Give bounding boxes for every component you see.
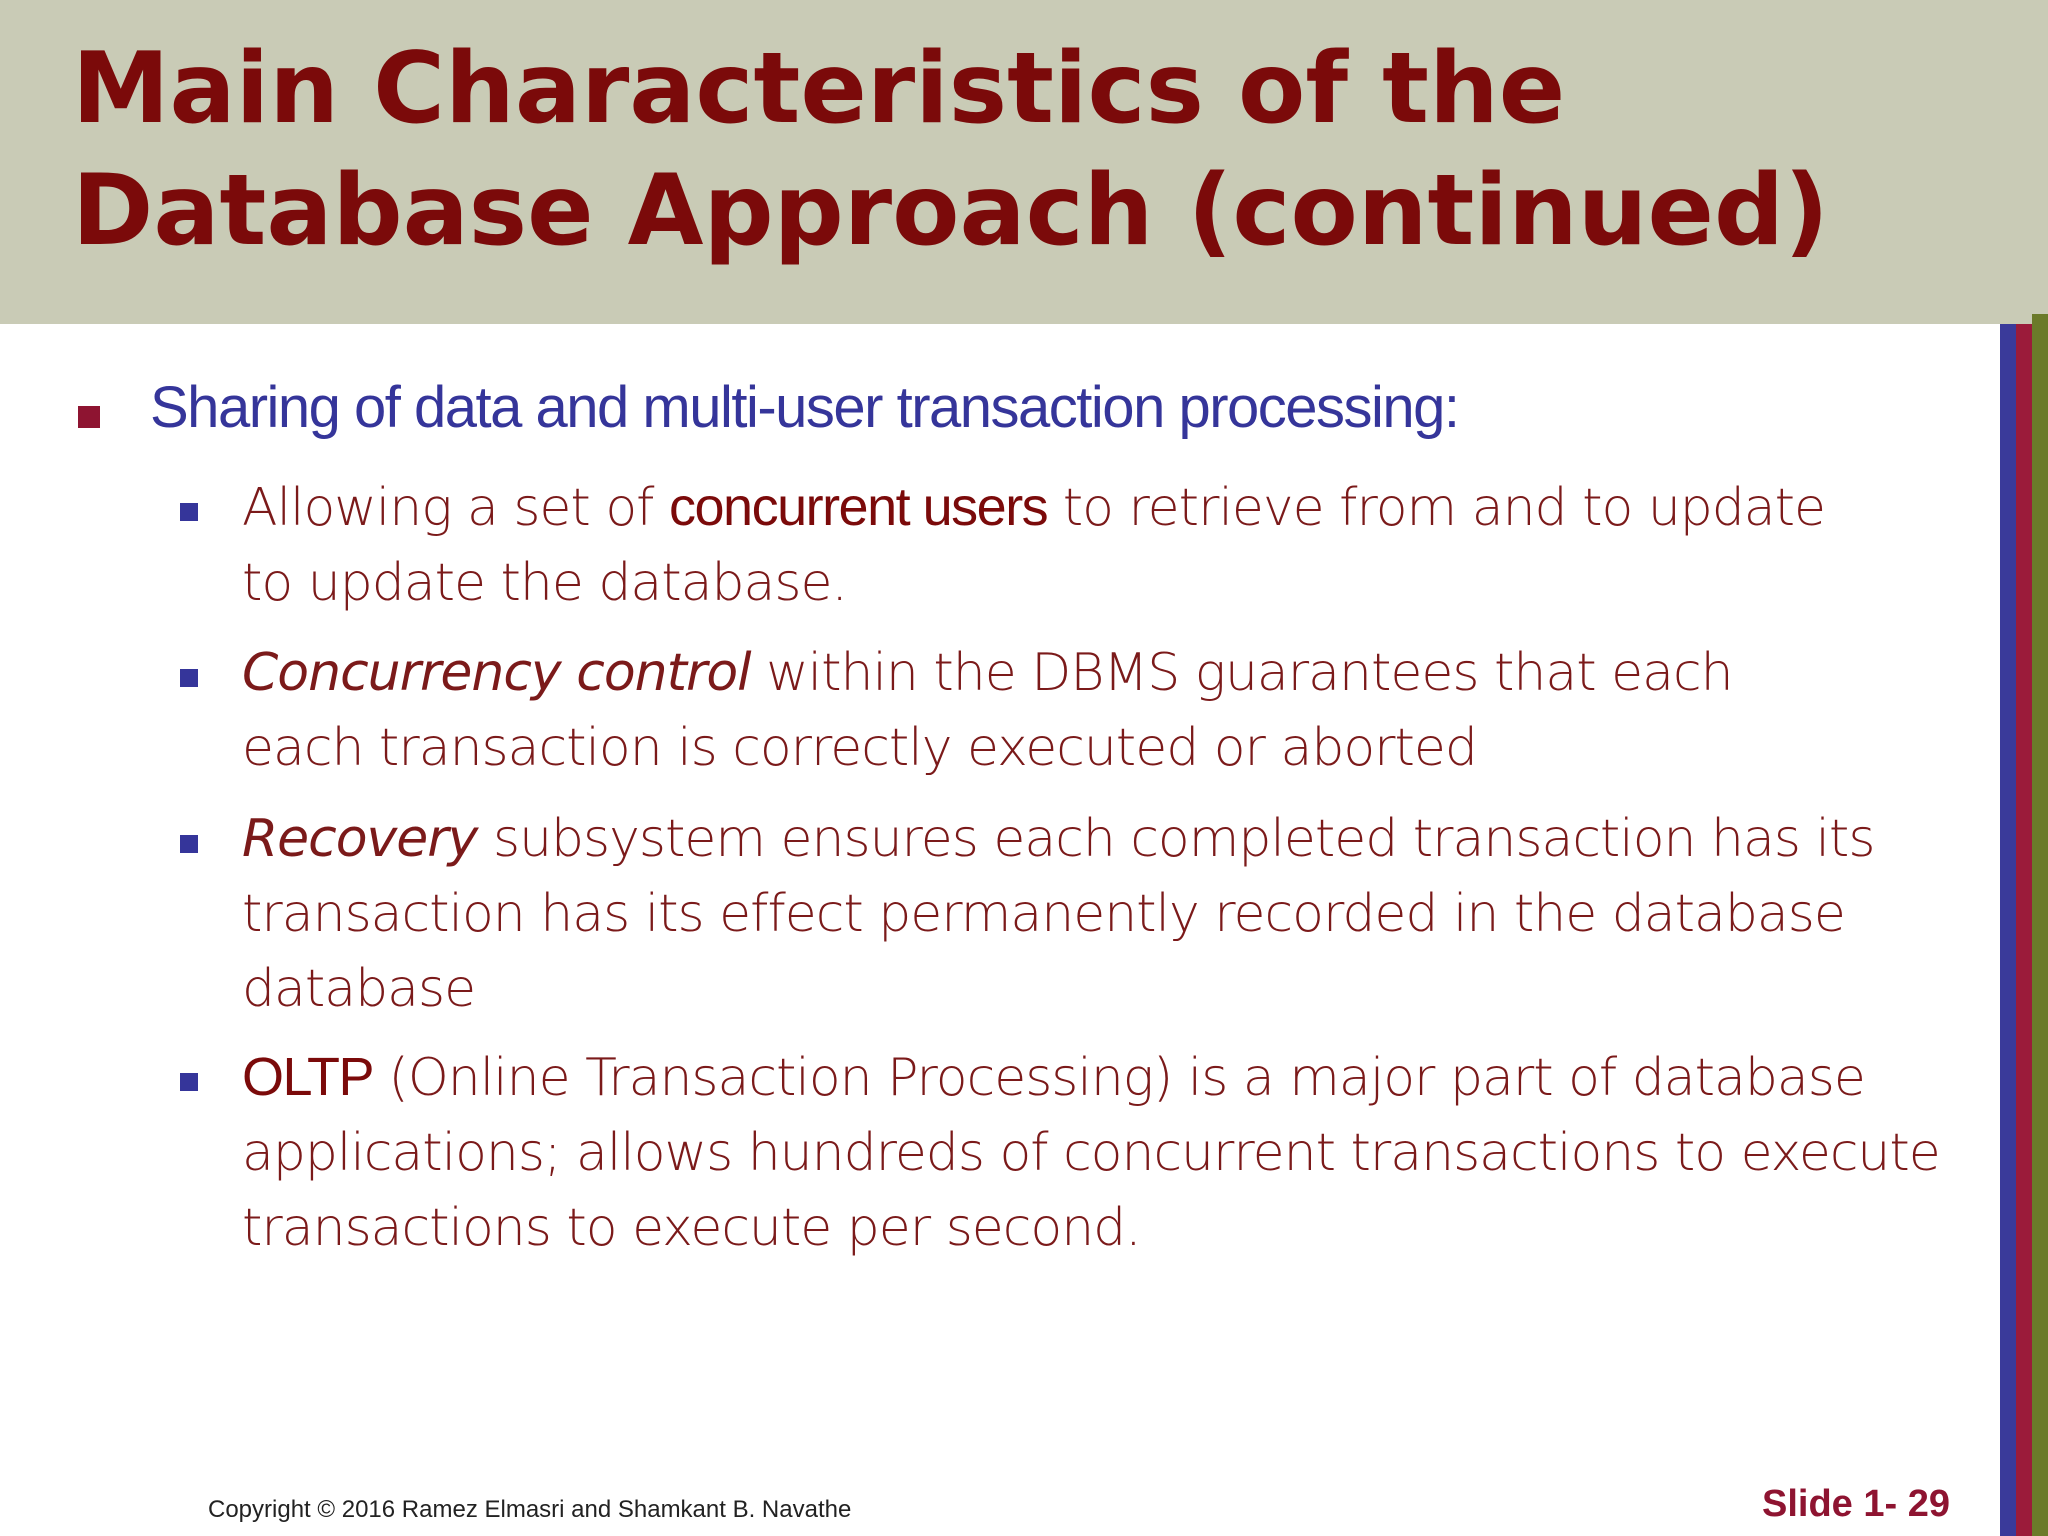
accent-stripe-top <box>2032 314 2048 324</box>
square-bullet-icon <box>180 503 198 521</box>
sub-bullet-4-line-2: applications; allows hundreds of concurrent transactions to execute <box>242 1123 1940 1183</box>
slide-title <box>72 28 1829 272</box>
sub-bullet-1-line-2: to update the database. <box>242 553 847 613</box>
sub-bullet-3-line-3: database <box>242 959 476 1019</box>
title-band <box>0 0 2048 324</box>
sub-bullet-2 <box>242 636 1922 786</box>
sub-bullet-2-line-1 <box>242 636 1922 711</box>
slide-title-line-1: Main Characteristics of the <box>72 32 1566 146</box>
sub-bullet-1-line-1 <box>242 470 1922 546</box>
square-bullet-icon <box>180 835 198 853</box>
slide-title-line-2: Database Approach (continued) <box>72 154 1829 268</box>
copyright-notice: Copyright © 2016 Ramez Elmasri and Shamkant B. Navathe <box>208 1496 852 1523</box>
sub-bullet-4 <box>242 1040 1940 1266</box>
sub-bullet-3 <box>242 802 1922 1027</box>
sub-bullet-3-line-1 <box>242 802 1922 877</box>
sub-bullet-1-text-continued: to retrieve from and to update <box>1047 478 1826 538</box>
sub-bullet-1-text: Allowing a set of <box>242 478 669 538</box>
main-bullet-text: Sharing of data and multi-user transaction processing: <box>150 375 1459 440</box>
recovery-term: Recovery <box>242 809 478 869</box>
accent-stripe-red <box>2016 324 2032 1536</box>
accent-stripes <box>2000 324 2048 1536</box>
sub-bullet-4-line-3: transactions to execute per second. <box>242 1198 1141 1258</box>
concurrency-control-term: Concurrency control <box>242 643 751 703</box>
slide-number: Slide 1- 29 <box>1762 1483 1950 1525</box>
sub-bullet-3-line-2: transaction has its effect permanently recorded in the database <box>242 884 1845 944</box>
oltp-term: OLTP <box>242 1047 374 1107</box>
sub-bullet-2-line-2: each transaction is correctly executed or aborted <box>242 718 1477 778</box>
sub-bullet-3-text: subsystem ensures each completed transaction has its <box>477 809 1875 869</box>
sub-bullet-4-line-1 <box>242 1040 1922 1116</box>
sub-bullet-4-text: (Online Transaction Processing) is a major part of database <box>373 1048 1865 1108</box>
accent-stripe-blue <box>2000 324 2016 1536</box>
square-bullet-icon <box>180 669 198 687</box>
square-bullet-icon <box>180 1073 198 1091</box>
sub-bullet-2-text: within the DBMS guarantees that each <box>750 643 1733 703</box>
accent-stripe-olive <box>2032 324 2048 1536</box>
sub-bullet-1 <box>242 470 1922 621</box>
concurrent-users-term: concurrent users <box>669 477 1048 537</box>
square-bullet-icon <box>78 406 100 428</box>
